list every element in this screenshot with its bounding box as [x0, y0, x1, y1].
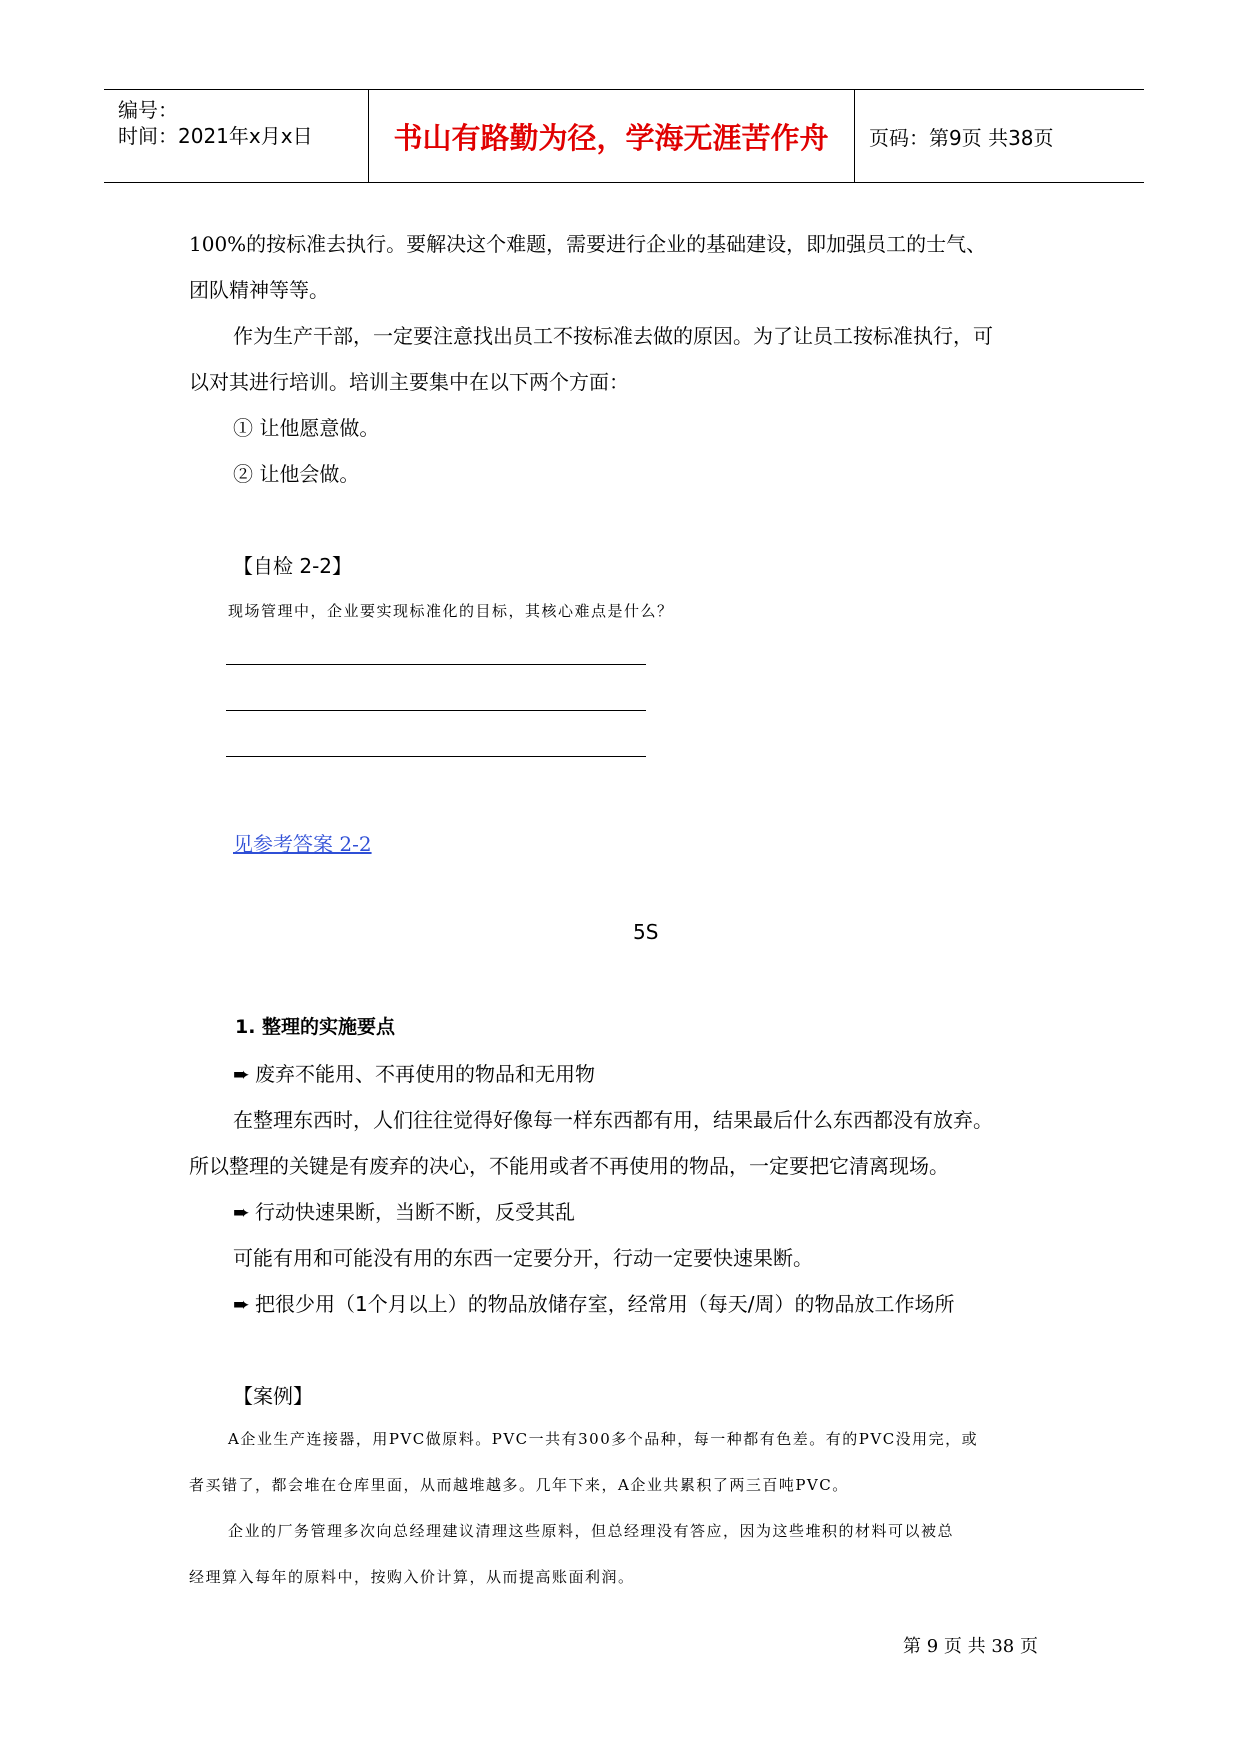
arrow-right-icon: ➨	[233, 1062, 250, 1086]
bullet-item	[233, 1196, 575, 1225]
answer-line	[226, 710, 646, 711]
answer-link[interactable]: 见参考答案 2-2	[233, 832, 372, 856]
list-item: ② 让他会做。	[233, 462, 360, 486]
selfcheck-title: 【自检 2-2】	[233, 554, 353, 578]
paragraph-line: 以对其进行培训。培训主要集中在以下两个方面：	[189, 370, 629, 394]
selfcheck-question: 现场管理中，企业要实现标准化的目标，其核心难点是什么？	[228, 602, 674, 620]
section-title: 5S	[633, 920, 659, 944]
case-line: A企业生产连接器，用PVC做原料。PVC一共有300多个品种，每一种都有色差。有的PVC没用完，或	[228, 1430, 979, 1448]
case-title: 【案例】	[233, 1384, 313, 1408]
case-line: 者买错了，都会堆在仓库里面，从而越堆越多。几年下来，A企业共累积了两三百吨PVC。	[189, 1476, 849, 1494]
bullet-text: 行动快速果断，当断不断，反受其乱	[255, 1200, 575, 1224]
number-label: 编号：	[118, 98, 178, 122]
bullet-item	[233, 1288, 954, 1317]
paragraph-line: 所以整理的关键是有废弃的决心，不能用或者不再使用的物品，一定要把它清离现场。	[189, 1154, 949, 1178]
answer-line	[226, 756, 646, 757]
header-meta	[104, 90, 369, 182]
arrow-right-icon: ➨	[233, 1292, 250, 1316]
subsection-title: 1. 整理的实施要点	[235, 1016, 396, 1038]
bullet-item	[233, 1058, 595, 1087]
case-line: 经理算入每年的原料中，按购入价计算，从而提高账面利润。	[189, 1568, 635, 1586]
bullet-text: 把很少用（1个月以上）的物品放储存室，经常用（每天/周）的物品放工作场所	[255, 1292, 955, 1316]
paragraph-line: 可能有用和可能没有用的东西一定要分开，行动一定要快速果断。	[233, 1246, 813, 1270]
bullet-text: 废弃不能用、不再使用的物品和无用物	[255, 1062, 595, 1086]
answer-line	[226, 664, 646, 665]
paragraph-line: 作为生产干部，一定要注意找出员工不按标准去做的原因。为了让员工按标准执行，可	[233, 324, 993, 348]
arrow-right-icon: ➨	[233, 1200, 250, 1224]
header-motto: 书山有路勤为径，学海无涯苦作舟	[368, 90, 855, 182]
paragraph-line: 团队精神等等。	[189, 278, 329, 302]
page-footer: 第 9 页 共 38 页	[903, 1636, 1038, 1657]
page-header	[104, 89, 1144, 183]
paragraph-line: 100%的按标准去执行。要解决这个难题，需要进行企业的基础建设，即加强员工的士气、	[189, 232, 987, 256]
case-line: 企业的厂务管理多次向总经理建议清理这些原料，但总经理没有答应，因为这些堆积的材料可以被总	[228, 1522, 955, 1540]
header-page-label: 页码：第9页 共38页	[869, 125, 1054, 150]
list-item: ① 让他愿意做。	[233, 416, 380, 440]
time-label: 时间：2021年x月x日	[118, 124, 313, 148]
paragraph-line: 在整理东西时，人们往往觉得好像每一样东西都有用，结果最后什么东西都没有放弃。	[233, 1108, 993, 1132]
